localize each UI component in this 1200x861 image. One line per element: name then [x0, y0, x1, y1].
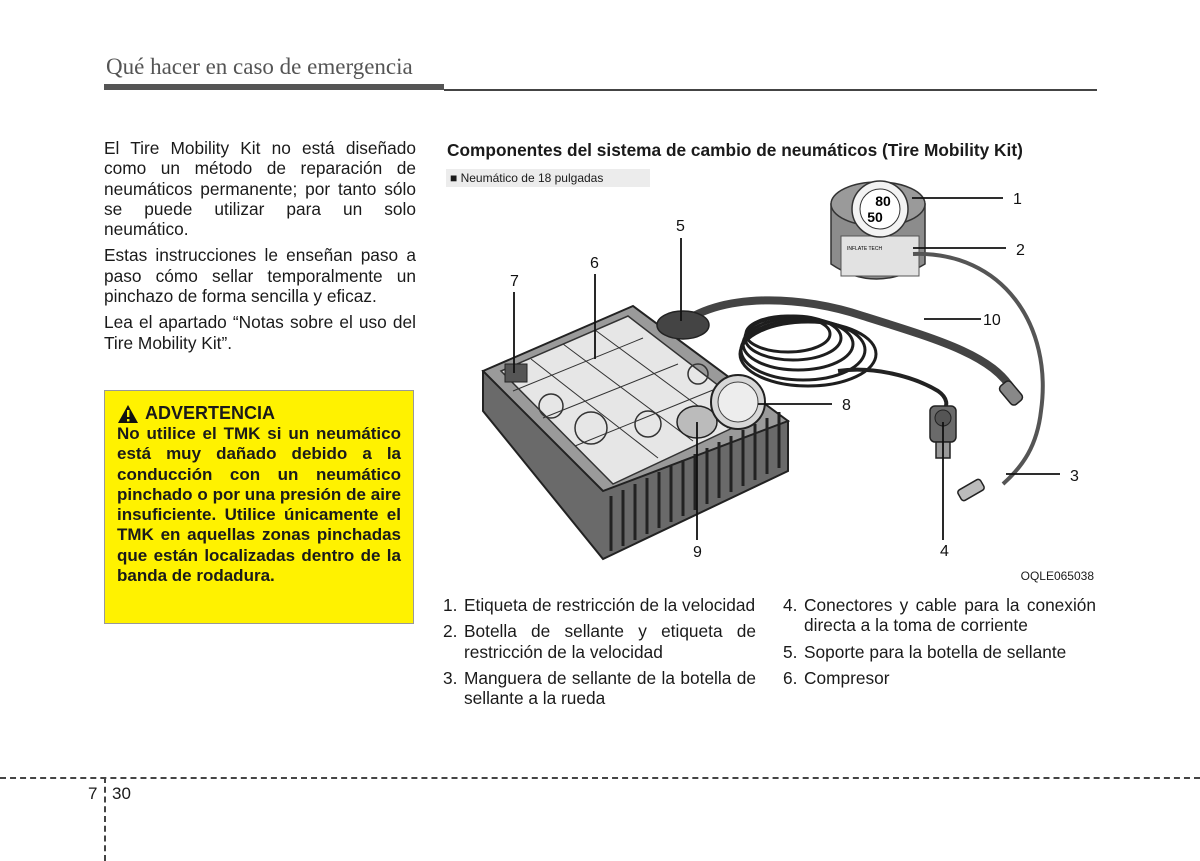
legend-number: 6.: [783, 667, 798, 688]
sealant-hose-nozzle: [957, 478, 986, 501]
intro-text: [104, 138, 416, 359]
warning-box: [104, 390, 414, 624]
callout-3: 3: [1070, 468, 1079, 485]
legend-item: [783, 595, 1096, 636]
legend-number: 4.: [783, 595, 798, 615]
hose-nozzle: [998, 379, 1024, 406]
legend-item: [783, 668, 1096, 688]
legend-number: 1.: [443, 595, 458, 615]
page-header-title: Qué hacer en caso de emergencia: [106, 54, 413, 79]
legend-text: Conectores y cable para la conexión directa a la toma de corriente: [804, 595, 1096, 636]
callout-1: 1: [1013, 191, 1022, 208]
sealant-brand: INFLATE TECH: [847, 246, 883, 252]
legend-item: [443, 621, 756, 662]
chapter-number: 7: [88, 784, 98, 803]
legend-text: Compresor: [804, 667, 890, 688]
figure-tag: ■ Neumático de 18 pulgadas: [446, 169, 650, 187]
figure-code: OQLE065038: [1020, 569, 1094, 583]
callout-4: 4: [940, 543, 949, 560]
legend-left: [443, 595, 756, 714]
legend-item: [443, 668, 756, 709]
callout-6: 6: [590, 255, 599, 272]
legend-item: [443, 595, 756, 615]
intro-paragraph-1: El Tire Mobility Kit no está diseñado como un método de reparación de neumáticos permanente; por tanto sólo se puede utilizar para un solo neumático.: [104, 138, 416, 240]
sealant-hose: [913, 254, 1043, 484]
legend-text: Manguera de sellante de la botella de sellante a la rueda: [464, 667, 756, 709]
legend-text: Soporte para la botella de sellante: [804, 641, 1067, 662]
intro-paragraph-3: Lea el apartado “Notas sobre el uso del Tire Mobility Kit”.: [104, 312, 416, 353]
legend-text: Etiqueta de restricción de la velocidad: [464, 595, 756, 615]
warning-text: No utilice el TMK si un neumático está muy dañado debido a la conducción con un neumático pinchado o por una presión de aire insuficiente. Utilice únicamente el TMK en aquellas zonas pinchadas que están localizadas dentro de la banda de rodadura.: [117, 424, 401, 586]
power-cable-coil: [740, 316, 876, 386]
legend-right: [783, 595, 1096, 694]
header-rule: [104, 84, 444, 90]
warning-title: ADVERTENCIA: [145, 403, 276, 423]
warning-triangle-icon: [117, 404, 139, 424]
legend-item: [783, 642, 1096, 662]
callout-8: 8: [842, 397, 851, 414]
tire-mobility-kit-figure: [443, 166, 1097, 589]
callout-7: 7: [510, 273, 519, 290]
figure-title: Componentes del sistema de cambio de neumáticos (Tire Mobility Kit): [447, 140, 1023, 160]
legend-text: Botella de sellante y etiqueta de restricción de la velocidad: [464, 621, 756, 662]
legend-number: 3.: [443, 667, 458, 688]
sealant-label-bottom: 50: [867, 209, 883, 225]
sealant-label-top: 80: [875, 193, 891, 209]
legend-number: 5.: [783, 641, 798, 662]
callout-5: 5: [676, 218, 685, 235]
sealant-bottle-illustration: [831, 181, 925, 279]
legend-number: 2.: [443, 621, 458, 642]
footer-rule: [0, 777, 1200, 779]
callout-2: 2: [1016, 242, 1025, 259]
callout-10: 10: [983, 312, 1001, 329]
footer-vertical-rule: [104, 777, 106, 861]
header-rule-thin: [444, 89, 1097, 91]
page-number: 30: [112, 784, 131, 803]
intro-paragraph-2: Estas instrucciones le enseñan paso a paso cómo sellar temporalmente un pinchazo de forma sencilla y eficaz.: [104, 245, 416, 307]
kit-illustration: [443, 166, 1097, 589]
warning-heading: [117, 403, 401, 424]
callout-9: 9: [693, 544, 702, 561]
